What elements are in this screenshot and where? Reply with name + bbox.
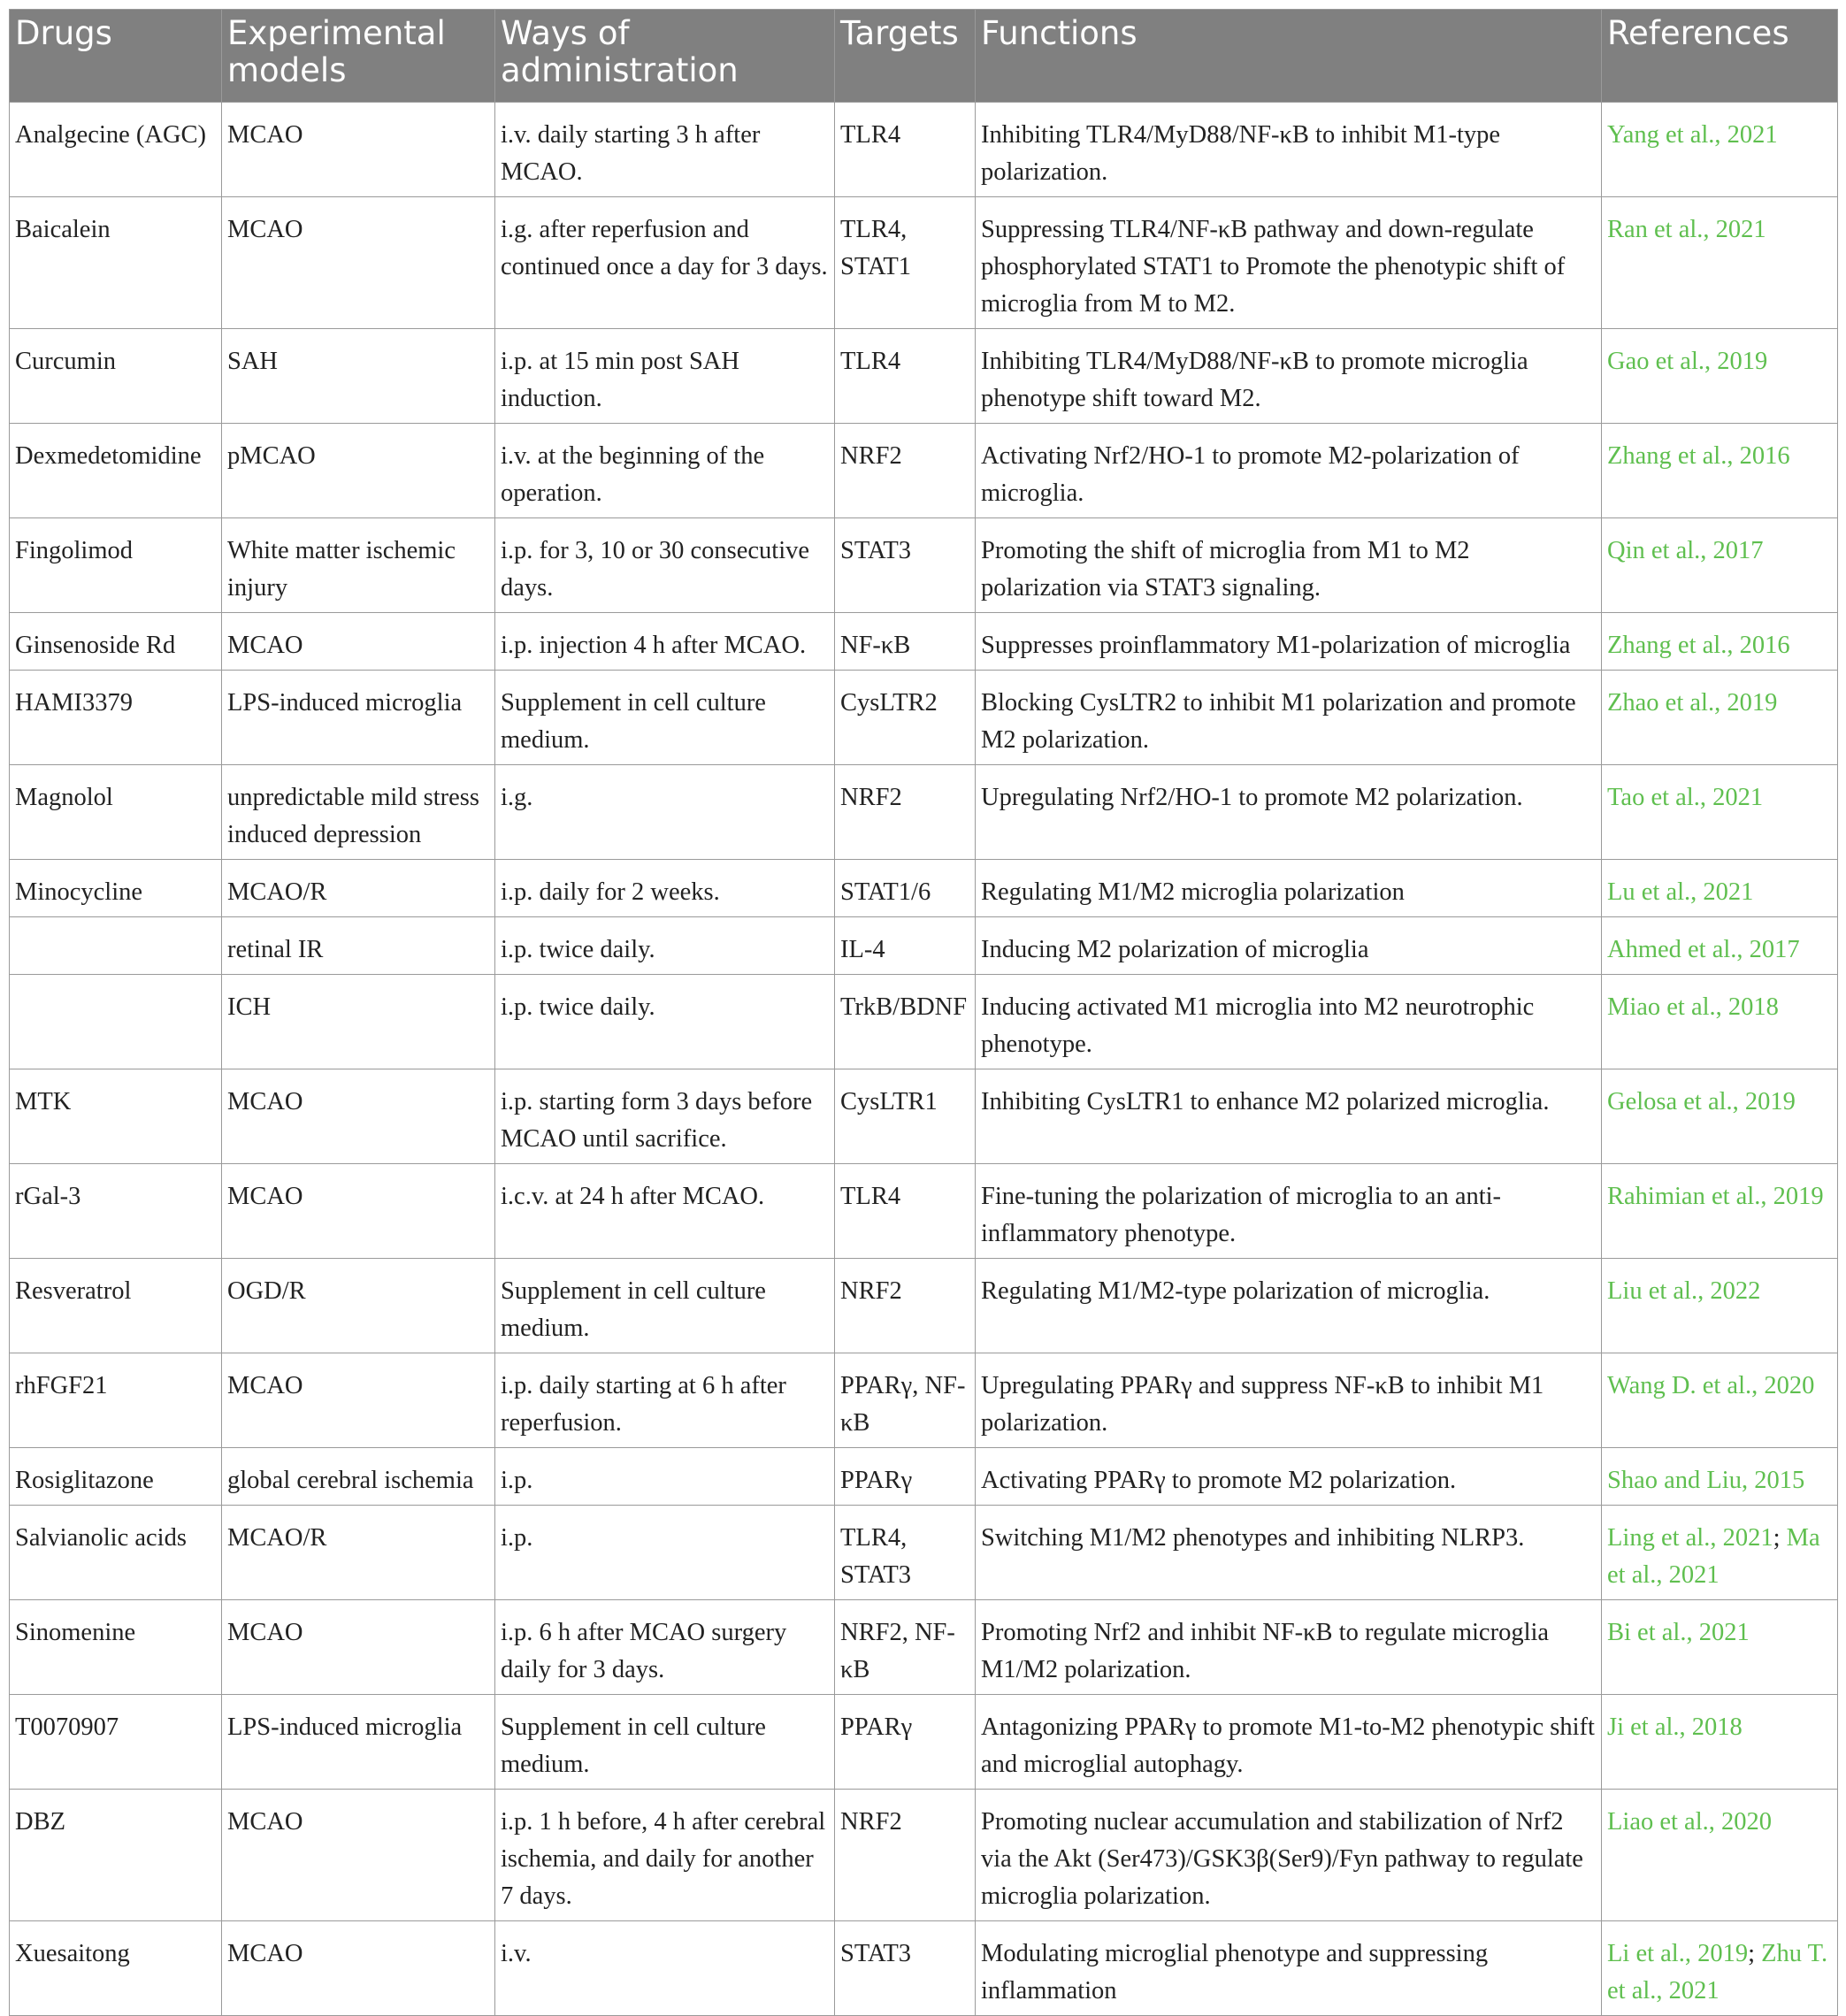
reference-link[interactable]: Zhu T. et al., 2021 <box>1607 1940 1828 2005</box>
cell-drug: Rosiglitazone <box>10 1448 222 1506</box>
cell-target: NRF2 <box>835 1259 976 1353</box>
cell-references <box>1602 1448 1838 1506</box>
reference-link[interactable]: Ran et al., 2021 <box>1607 216 1766 243</box>
cell-experimental-model: MCAO/R <box>222 860 495 917</box>
cell-drug <box>10 975 222 1069</box>
cell-target: NF-κB <box>835 613 976 671</box>
table-row <box>10 424 1838 518</box>
cell-administration: i.p. for 3, 10 or 30 consecutive days. <box>495 518 835 613</box>
cell-experimental-model: MCAO <box>222 1353 495 1448</box>
cell-target: TLR4 <box>835 1164 976 1259</box>
cell-function: Fine-tuning the polarization of microglia to an anti-inflammatory phenotype. <box>976 1164 1602 1259</box>
table-row <box>10 1353 1838 1448</box>
cell-experimental-model: MCAO <box>222 1921 495 2016</box>
table-row <box>10 1069 1838 1164</box>
cell-references <box>1602 1695 1838 1790</box>
cell-references <box>1602 1164 1838 1259</box>
reference-link[interactable]: Miao et al., 2018 <box>1607 993 1779 1021</box>
cell-function: Blocking CysLTR2 to inhibit M1 polarization and promote M2 polarization. <box>976 671 1602 765</box>
cell-experimental-model: MCAO <box>222 1790 495 1921</box>
cell-function: Switching M1/M2 phenotypes and inhibiting NLRP3. <box>976 1506 1602 1600</box>
reference-link[interactable]: Shao and Liu, 2015 <box>1607 1467 1805 1494</box>
cell-drug: Xuesaitong <box>10 1921 222 2016</box>
cell-function: Inhibiting CysLTR1 to enhance M2 polarized microglia. <box>976 1069 1602 1164</box>
table-row <box>10 1921 1838 2016</box>
cell-experimental-model: LPS-induced microglia <box>222 1695 495 1790</box>
cell-administration: i.v. at the beginning of the operation. <box>495 424 835 518</box>
reference-link[interactable]: Ling et al., 2021 <box>1607 1524 1773 1552</box>
cell-function: Activating PPARγ to promote M2 polarization. <box>976 1448 1602 1506</box>
table-row <box>10 197 1838 329</box>
reference-link[interactable]: Rahimian et al., 2019 <box>1607 1183 1824 1210</box>
reference-link[interactable]: Li et al., 2019 <box>1607 1940 1749 1967</box>
cell-target: NRF2 <box>835 765 976 860</box>
reference-link[interactable]: Gao et al., 2019 <box>1607 348 1768 375</box>
cell-references <box>1602 1921 1838 2016</box>
table-row <box>10 329 1838 424</box>
cell-target: STAT3 <box>835 1921 976 2016</box>
cell-target: NRF2 <box>835 1790 976 1921</box>
cell-administration: Supplement in cell culture medium. <box>495 671 835 765</box>
reference-link[interactable]: Lu et al., 2021 <box>1607 878 1754 906</box>
cell-function: Inducing activated M1 microglia into M2 neurotrophic phenotype. <box>976 975 1602 1069</box>
cell-references <box>1602 1506 1838 1600</box>
cell-function: Promoting nuclear accumulation and stabilization of Nrf2 via the Akt (Ser473)/GSK3β(Ser9)/Fyn pathway to regulate microglia polarization. <box>976 1790 1602 1921</box>
cell-drug: T0070907 <box>10 1695 222 1790</box>
reference-link[interactable]: Liu et al., 2022 <box>1607 1277 1761 1305</box>
cell-administration: i.c.v. at 24 h after MCAO. <box>495 1164 835 1259</box>
cell-administration: i.p. <box>495 1448 835 1506</box>
cell-target: PPARγ, NF-κB <box>835 1353 976 1448</box>
cell-experimental-model: MCAO <box>222 1164 495 1259</box>
cell-references <box>1602 518 1838 613</box>
cell-administration: i.p. daily for 2 weeks. <box>495 860 835 917</box>
cell-drug: Dexmedetomidine <box>10 424 222 518</box>
cell-references <box>1602 765 1838 860</box>
cell-function: Regulating M1/M2-type polarization of microglia. <box>976 1259 1602 1353</box>
table-row <box>10 975 1838 1069</box>
cell-drug: Ginsenoside Rd <box>10 613 222 671</box>
cell-function: Inhibiting TLR4/MyD88/NF-κB to inhibit M1-type polarization. <box>976 103 1602 197</box>
table-body <box>10 103 1838 2016</box>
cell-function: Activating Nrf2/HO-1 to promote M2-polarization of microglia. <box>976 424 1602 518</box>
cell-drug: Fingolimod <box>10 518 222 613</box>
cell-experimental-model: LPS-induced microglia <box>222 671 495 765</box>
cell-target: STAT3 <box>835 518 976 613</box>
cell-drug: Salvianolic acids <box>10 1506 222 1600</box>
cell-function: Inhibiting TLR4/MyD88/NF-κB to promote microglia phenotype shift toward M2. <box>976 329 1602 424</box>
header-targets: Targets <box>835 10 976 103</box>
cell-administration: Supplement in cell culture medium. <box>495 1259 835 1353</box>
cell-experimental-model: MCAO <box>222 1600 495 1695</box>
reference-link[interactable]: Ma et al., 2021 <box>1607 1524 1820 1589</box>
cell-function: Modulating microglial phenotype and suppressing inflammation <box>976 1921 1602 2016</box>
table-row <box>10 1506 1838 1600</box>
cell-target: CysLTR1 <box>835 1069 976 1164</box>
cell-administration: i.v. daily starting 3 h after MCAO. <box>495 103 835 197</box>
reference-separator: ; <box>1773 1524 1787 1552</box>
cell-function: Upregulating Nrf2/HO-1 to promote M2 polarization. <box>976 765 1602 860</box>
cell-experimental-model: MCAO <box>222 197 495 329</box>
cell-administration: i.p. 1 h before, 4 h after cerebral ischemia, and daily for another 7 days. <box>495 1790 835 1921</box>
cell-administration: i.p. 6 h after MCAO surgery daily for 3 days. <box>495 1600 835 1695</box>
reference-separator: ; <box>1748 1940 1762 1967</box>
reference-link[interactable]: Ji et al., 2018 <box>1607 1713 1743 1741</box>
reference-link[interactable]: Tao et al., 2021 <box>1607 784 1764 811</box>
cell-target: IL-4 <box>835 917 976 975</box>
cell-experimental-model: MCAO/R <box>222 1506 495 1600</box>
reference-link[interactable]: Yang et al., 2021 <box>1607 121 1778 149</box>
reference-link[interactable]: Qin et al., 2017 <box>1607 537 1764 564</box>
drug-table <box>9 9 1838 2016</box>
table-row <box>10 1695 1838 1790</box>
cell-target: TLR4 <box>835 103 976 197</box>
cell-drug: rGal-3 <box>10 1164 222 1259</box>
header-experimental-models: Experimental models <box>222 10 495 103</box>
reference-link[interactable]: Zhang et al., 2016 <box>1607 632 1790 659</box>
cell-drug: Baicalein <box>10 197 222 329</box>
cell-drug: DBZ <box>10 1790 222 1921</box>
cell-references <box>1602 671 1838 765</box>
cell-administration: i.p. twice daily. <box>495 917 835 975</box>
cell-references <box>1602 329 1838 424</box>
cell-experimental-model: MCAO <box>222 1069 495 1164</box>
cell-target: STAT1/6 <box>835 860 976 917</box>
cell-experimental-model: White matter ischemic injury <box>222 518 495 613</box>
cell-references <box>1602 103 1838 197</box>
cell-drug: rhFGF21 <box>10 1353 222 1448</box>
cell-references <box>1602 1600 1838 1695</box>
cell-drug: HAMI3379 <box>10 671 222 765</box>
header-drugs: Drugs <box>10 10 222 103</box>
reference-link[interactable]: Gelosa et al., 2019 <box>1607 1088 1796 1115</box>
cell-target: TrkB/BDNF <box>835 975 976 1069</box>
cell-administration: i.p. at 15 min post SAH induction. <box>495 329 835 424</box>
cell-target: TLR4, STAT1 <box>835 197 976 329</box>
cell-administration: i.g. <box>495 765 835 860</box>
table-row <box>10 518 1838 613</box>
cell-references <box>1602 424 1838 518</box>
cell-target: PPARγ <box>835 1448 976 1506</box>
cell-administration: i.v. <box>495 1921 835 2016</box>
cell-experimental-model: OGD/R <box>222 1259 495 1353</box>
cell-function: Promoting the shift of microglia from M1 to M2 polarization via STAT3 signaling. <box>976 518 1602 613</box>
cell-administration: i.g. after reperfusion and continued once a day for 3 days. <box>495 197 835 329</box>
cell-function: Inducing M2 polarization of microglia <box>976 917 1602 975</box>
cell-references <box>1602 1790 1838 1921</box>
cell-drug: Minocycline <box>10 860 222 917</box>
cell-function: Suppresses proinflammatory M1-polarization of microglia <box>976 613 1602 671</box>
cell-target: PPARγ <box>835 1695 976 1790</box>
cell-drug <box>10 917 222 975</box>
cell-target: TLR4, STAT3 <box>835 1506 976 1600</box>
cell-drug: Sinomenine <box>10 1600 222 1695</box>
cell-function: Regulating M1/M2 microglia polarization <box>976 860 1602 917</box>
cell-drug: Analgecine (AGC) <box>10 103 222 197</box>
cell-target: NRF2 <box>835 424 976 518</box>
cell-administration: i.p. <box>495 1506 835 1600</box>
cell-function: Promoting Nrf2 and inhibit NF-κB to regulate microglia M1/M2 polarization. <box>976 1600 1602 1695</box>
header-ways-of-administration: Ways of administration <box>495 10 835 103</box>
table-row <box>10 613 1838 671</box>
table-row <box>10 103 1838 197</box>
cell-administration: i.p. twice daily. <box>495 975 835 1069</box>
cell-drug: Magnolol <box>10 765 222 860</box>
reference-link[interactable]: Zhang et al., 2016 <box>1607 442 1790 470</box>
header-functions: Functions <box>976 10 1602 103</box>
cell-administration: i.p. injection 4 h after MCAO. <box>495 613 835 671</box>
cell-references <box>1602 613 1838 671</box>
reference-link[interactable]: Bi et al., 2021 <box>1607 1619 1750 1646</box>
table-row <box>10 1448 1838 1506</box>
cell-references <box>1602 197 1838 329</box>
cell-experimental-model: MCAO <box>222 103 495 197</box>
table-row <box>10 860 1838 917</box>
table-row <box>10 671 1838 765</box>
cell-function: Upregulating PPARγ and suppress NF-κB to inhibit M1 polarization. <box>976 1353 1602 1448</box>
reference-link[interactable]: Zhao et al., 2019 <box>1607 689 1778 717</box>
cell-references <box>1602 1069 1838 1164</box>
cell-drug: Resveratrol <box>10 1259 222 1353</box>
cell-experimental-model: global cerebral ischemia <box>222 1448 495 1506</box>
cell-drug: MTK <box>10 1069 222 1164</box>
cell-references <box>1602 860 1838 917</box>
table-row <box>10 765 1838 860</box>
cell-target: TLR4 <box>835 329 976 424</box>
table-row <box>10 1259 1838 1353</box>
header-references: References <box>1602 10 1838 103</box>
reference-link[interactable]: Liao et al., 2020 <box>1607 1808 1772 1836</box>
header-row <box>10 10 1838 103</box>
cell-references <box>1602 917 1838 975</box>
cell-experimental-model: MCAO <box>222 613 495 671</box>
cell-experimental-model: unpredictable mild stress induced depression <box>222 765 495 860</box>
cell-administration: i.p. starting form 3 days before MCAO until sacrifice. <box>495 1069 835 1164</box>
reference-link[interactable]: Wang D. et al., 2020 <box>1607 1372 1815 1399</box>
cell-administration: Supplement in cell culture medium. <box>495 1695 835 1790</box>
table-header <box>10 10 1838 103</box>
cell-references <box>1602 1353 1838 1448</box>
table-row <box>10 1600 1838 1695</box>
reference-link[interactable]: Ahmed et al., 2017 <box>1607 936 1800 963</box>
table-row <box>10 1164 1838 1259</box>
cell-drug: Curcumin <box>10 329 222 424</box>
cell-references <box>1602 975 1838 1069</box>
table-row <box>10 1790 1838 1921</box>
cell-function: Suppressing TLR4/NF-κB pathway and down-regulate phosphorylated STAT1 to Promote the phenotypic shift of microglia from M to M2. <box>976 197 1602 329</box>
table-row <box>10 917 1838 975</box>
cell-experimental-model: retinal IR <box>222 917 495 975</box>
cell-function: Antagonizing PPARγ to promote M1-to-M2 phenotypic shift and microglial autophagy. <box>976 1695 1602 1790</box>
cell-target: NRF2, NF-κB <box>835 1600 976 1695</box>
cell-experimental-model: SAH <box>222 329 495 424</box>
cell-references <box>1602 1259 1838 1353</box>
cell-target: CysLTR2 <box>835 671 976 765</box>
cell-experimental-model: ICH <box>222 975 495 1069</box>
cell-experimental-model: pMCAO <box>222 424 495 518</box>
cell-administration: i.p. daily starting at 6 h after reperfusion. <box>495 1353 835 1448</box>
